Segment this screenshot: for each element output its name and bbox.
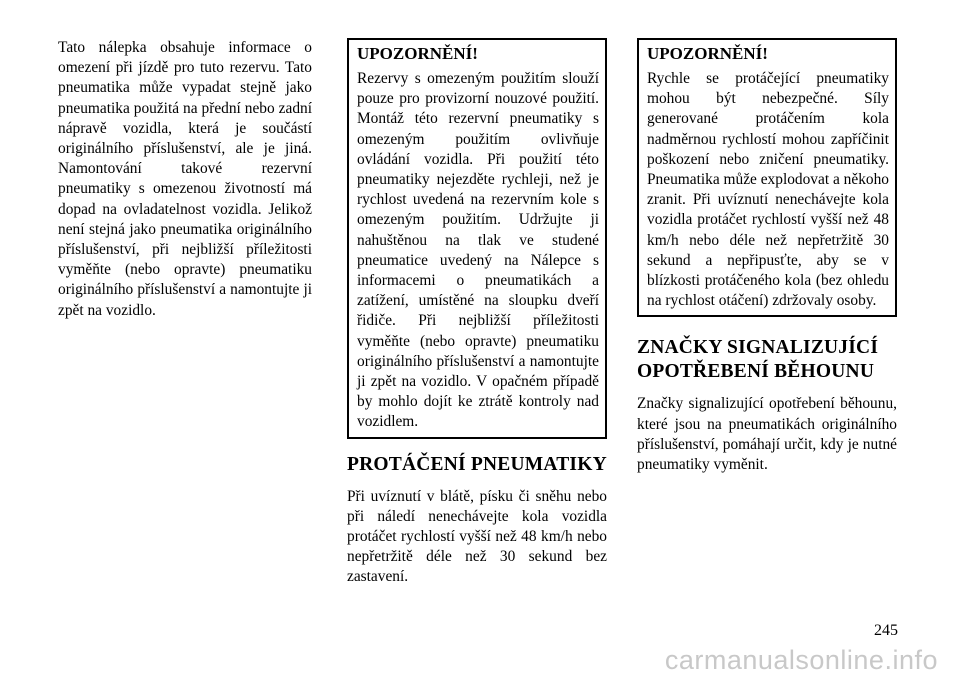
section-heading-tread-wear-indicators: ZNAČKY SIGNALIZUJÍCÍ OPOTŘEBENÍ BĚHOUNU [637,337,879,383]
warning-text: Rychle se protáčející pneumatiky mohou být nebezpečné. Síly generované protáčením kola nadměrnou rychlostí mohou zapříčinit poškození nebo zničení pneumatiky. Pneumatika může explodovat a někoho zranit. Při uvíznutí nenechávejte kola vozidla protáčet rychlostí vyšší než 48 km/h nebo déle než nepřetržitě 30 sekund a nepřipusťte, aby se v blízkosti protáčeného kola (bez ohledu na rychlost otáčení) zdržovaly osoby. [647,70,889,310]
section-heading-tire-spinning: PROTÁČENÍ PNEUMATIKY [347,453,607,475]
tire-label-paragraph: Tato nálepka obsahuje informace o omezení při jízdě pro tuto rezervu. Tato pneumatika může vypadat stejně jako pneumatika použitá na přední nebo zadní nápravě vozidla, která je součástí originálního příslušenství, ale je jiná. Namontování takové rezervní pneumatiky s omezenou životností má dopad na ovladatelnost vozidla. Jelikož není stejná jako pneumatika originálního příslušenství, při nejbližší příležitosti vyměňte (nebo opravte) pneumatiku originálního příslušenství a namontujte ji zpět na vozidlo. [58,39,312,319]
warning-box-spare-tire [347,38,607,439]
middle-column [347,38,607,588]
tire-spinning-paragraph: Při uvíznutí v blátě, písku či sněhu nebo při náledí nenechávejte kola vozidla protáčet rychlostí vyšší než 48 km/h nebo nepřetržitě déle než 30 sekund bez zastavení. [347,487,607,586]
warning-title: UPOZORNĚNÍ! [647,44,768,63]
page-number: 245 [874,622,898,639]
warning-title: UPOZORNĚNÍ! [357,44,478,63]
watermark: carmanualsonline.info [664,645,938,675]
warning-text: Rezervy s omezeným použitím slouží pouze pro provizorní nouzové použití. Montáž této rezervní pneumatiky s omezeným použitím ovlivňuje ovládání vozidla. Při použití této pneumatiky nejezděte rychleji, než je rychlost uvedená na rezervním kole s omezeným použitím. Udržujte ji nahuštěnou na tlak ve studené pneumatice uvedený na Nálepce s informacemi o pneumatikách a zatížení, umístěné na sloupku dveří řidiče. Při nejbližší příležitosti vyměňte (nebo opravte) pneumatiku originálního příslušenství a namontujte ji zpět na vozidlo. V opačném případě by mohlo dojít ke ztrátě kontroly nad vozidlem. [357,70,599,431]
right-column [637,38,897,475]
left-column [58,38,312,321]
tread-wear-paragraph: Značky signalizující opotřebení běhounu, které jsou na pneumatikách originálního příslušenství, pomáhají určit, kdy je nutné pneumatiky vyměnit. [637,395,897,474]
warning-box-spinning-tires [637,38,897,317]
